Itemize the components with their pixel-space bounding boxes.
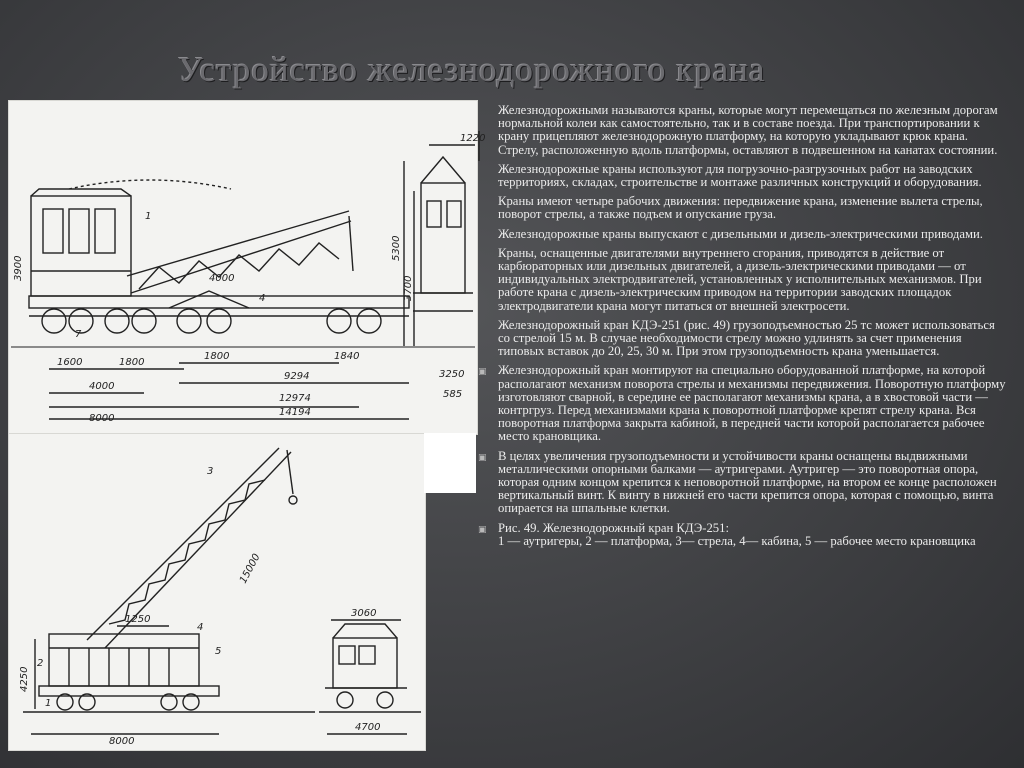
top-label-4: 4 <box>259 293 266 304</box>
top-dim-2: 4000 <box>209 273 235 284</box>
bottom-label-4: 4 <box>197 622 204 633</box>
bullet-item-platform <box>478 363 1006 444</box>
square-bullet-icon: ▣ <box>478 366 487 377</box>
top-dim-9: 12974 <box>279 393 311 404</box>
bullet-item-caption <box>478 520 1006 548</box>
top-dim-12: 3250 <box>439 369 465 380</box>
figure-caption: Рис. 49. Железнодорожный кран КДЭ-251: 1 — аутригеры, 2 — платформа, 3— стрела, 4— кабина, 5 — рабочее место крановщика <box>498 520 976 548</box>
top-dim-3: 1600 <box>57 357 83 368</box>
top-dim-10: 14194 <box>279 407 311 418</box>
bullet-text-outriggers: В целях увеличения грузоподъемности и устойчивости краны оснащены выдвижными металлическими опорными балками — аутригерами. Аутригер — это поворотная опора, которая одним концом крепится к неповоротной платформе, на втором ее конце расположен вертикальный винт. К винту в нижней его части крепится опора, которая с помощью, винта опирается на шпальные клетки. <box>498 448 997 516</box>
bullet-item-outriggers <box>478 448 1006 516</box>
top-dim-6: 4000 <box>89 381 115 392</box>
figure-corner-fill <box>424 433 476 493</box>
paragraph-kde251: Железнодорожный кран КДЭ-251 (рис. 49) грузоподъемностью 25 тс может использоваться со стрелой 15 м. В случае необходимости стрелу можно удлинять за счет применения типовых вставок до 20, 25, 30 м. При этом грузоподъемность крана уменьшается. <box>498 317 995 359</box>
crane-transport-svg <box>9 101 486 434</box>
bottom-dim-5: 4700 <box>355 722 381 733</box>
slide-title: Устройство железнодорожного крана <box>178 50 766 89</box>
text-column <box>478 104 1006 554</box>
bottom-dim-2: 15000 <box>237 552 263 586</box>
bottom-label-3: 3 <box>207 466 214 477</box>
top-dim-4: 1800 <box>119 357 145 368</box>
paragraph-usage: Железнодорожные краны используют для погрузочно-разгрузочных работ на заводских территориях, складах, строительстве и монтаже различных конструкций и оборудования. <box>498 161 982 190</box>
top-dim-1: 1220 <box>460 133 486 144</box>
top-label-7: 7 <box>75 329 82 340</box>
bottom-label-5: 5 <box>215 646 222 657</box>
top-label-1: 1 <box>145 211 152 222</box>
top-dim-15: 3700 <box>403 275 414 301</box>
crane-working-drawing <box>8 433 426 751</box>
crane-transport-drawing <box>8 100 486 435</box>
square-bullet-icon: ▣ <box>478 523 487 534</box>
top-dim-7: 8000 <box>89 413 115 424</box>
bullet-text-platform: Железнодорожный кран монтируют на специально оборудованной платформе, на которой располагают механизм поворота стрелы и механизмы передвижения. Поворотную платформу изготовляют сварной, в середине ее располагают механизмы крана, а в хвостовой части — контргруз. Перед механизмами крана к поворотной платформе крепят стрелу крана. Вся поворотная платформа закрыта кабиной, в передней части которой располагается рабочее место крановщика. <box>498 363 1006 444</box>
top-dim-16: 3900 <box>13 255 24 281</box>
top-dim-11: 1840 <box>334 351 360 362</box>
top-dim-5: 1800 <box>204 351 230 362</box>
top-dim-8: 9294 <box>284 371 310 382</box>
paragraph-engines: Краны, оснащенные двигателями внутреннего сгорания, приводятся в действие от карбюраторных или дизельных двигателей, а дизель-электрическими приводами — от индивидуальных электродвигателей, установленных у исполнительных механизмов. При работе крана с дизель-электрическим приводом на территории заводских площадок электродвигатели крана могут питаться от внешней электросети. <box>498 245 982 313</box>
paragraph-drives: Железнодорожные краны выпускают с дизельными и дизель-электрическими приводами. <box>498 226 983 241</box>
square-bullet-icon: ▣ <box>478 451 487 462</box>
crane-working-svg <box>9 434 425 750</box>
bottom-label-1: 1 <box>45 698 52 709</box>
top-dim-14: 5300 <box>391 235 402 261</box>
bottom-dim-4: 4250 <box>19 666 30 692</box>
bottom-dim-1: 1250 <box>125 614 151 625</box>
bottom-dim-6: 8000 <box>109 736 135 747</box>
bottom-dim-3: 3060 <box>351 608 377 619</box>
paragraph-intro: Железнодорожными называются краны, которые могут перемещаться по железным дорогам нормальной колеи как самостоятельно, так и в составе поезда. При транспортировании к крану прицепляют железнодорожную платформу, на которую укладывают крюк крана. Стрелу, расположенную вдоль платформы, оставляют в подвешенном на канатах состоянии. <box>498 103 998 157</box>
top-dim-13: 585 <box>443 389 463 400</box>
bottom-label-2: 2 <box>37 658 44 669</box>
paragraph-movements: Краны имеют четыре рабочих движения: передвижение крана, изменение вылета стрелы, поворот стрелы, а также подъем и опускание груза. <box>498 194 983 222</box>
